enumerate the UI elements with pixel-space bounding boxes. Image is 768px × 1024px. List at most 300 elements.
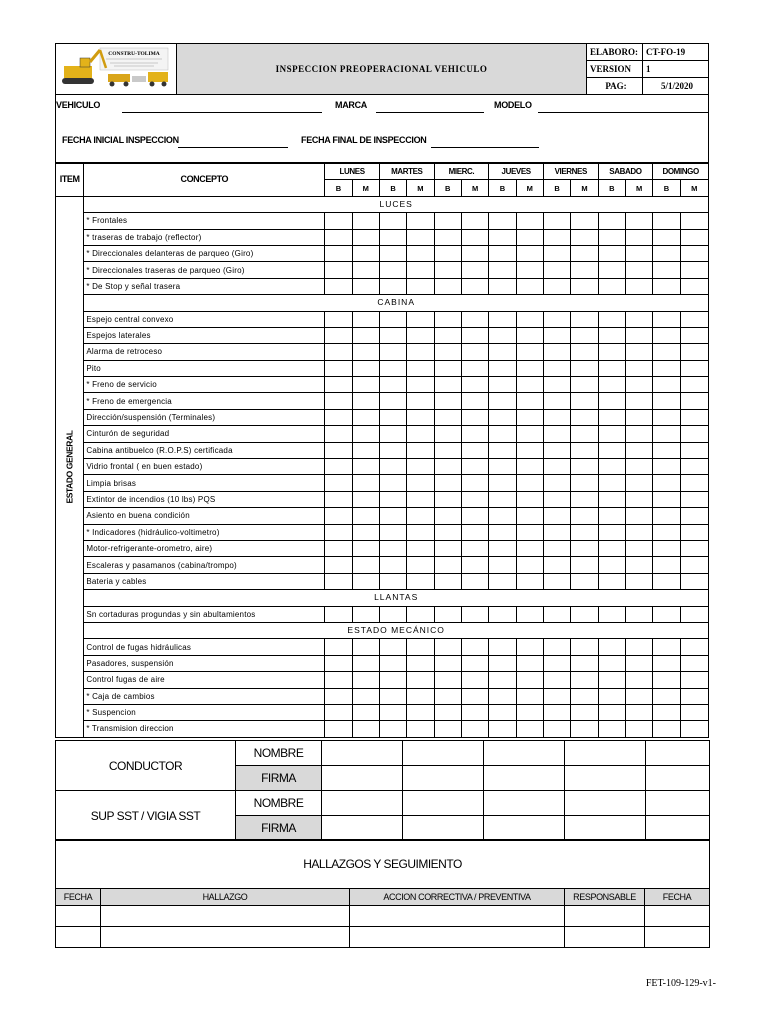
check-cell[interactable] <box>489 557 516 573</box>
check-cell[interactable] <box>379 606 406 622</box>
check-cell[interactable] <box>461 508 488 524</box>
findings-cell[interactable] <box>645 906 710 927</box>
supervisor-firma-cell[interactable] <box>646 816 710 841</box>
check-cell[interactable] <box>325 688 352 704</box>
check-cell[interactable] <box>461 606 488 622</box>
check-cell[interactable] <box>461 409 488 425</box>
check-cell[interactable] <box>434 475 461 491</box>
check-cell[interactable] <box>625 442 652 458</box>
check-cell[interactable] <box>543 540 570 556</box>
check-cell[interactable] <box>325 655 352 671</box>
findings-cell[interactable] <box>350 906 565 927</box>
check-cell[interactable] <box>516 229 543 245</box>
check-cell[interactable] <box>461 524 488 540</box>
check-cell[interactable] <box>325 508 352 524</box>
check-cell[interactable] <box>571 262 598 278</box>
check-cell[interactable] <box>407 540 434 556</box>
check-cell[interactable] <box>625 540 652 556</box>
check-cell[interactable] <box>434 508 461 524</box>
check-cell[interactable] <box>571 245 598 261</box>
check-cell[interactable] <box>543 606 570 622</box>
check-cell[interactable] <box>598 688 625 704</box>
check-cell[interactable] <box>571 524 598 540</box>
check-cell[interactable] <box>625 393 652 409</box>
check-cell[interactable] <box>680 393 708 409</box>
check-cell[interactable] <box>489 213 516 229</box>
check-cell[interactable] <box>434 229 461 245</box>
check-cell[interactable] <box>461 721 488 737</box>
check-cell[interactable] <box>407 409 434 425</box>
check-cell[interactable] <box>516 491 543 507</box>
check-cell[interactable] <box>516 311 543 327</box>
check-cell[interactable] <box>543 573 570 589</box>
supervisor-nombre-cell[interactable] <box>403 791 484 816</box>
check-cell[interactable] <box>489 672 516 688</box>
check-cell[interactable] <box>680 508 708 524</box>
check-cell[interactable] <box>653 278 680 294</box>
check-cell[interactable] <box>489 377 516 393</box>
check-cell[interactable] <box>434 377 461 393</box>
check-cell[interactable] <box>571 459 598 475</box>
check-cell[interactable] <box>352 639 379 655</box>
check-cell[interactable] <box>516 426 543 442</box>
check-cell[interactable] <box>598 639 625 655</box>
check-cell[interactable] <box>653 475 680 491</box>
check-cell[interactable] <box>461 262 488 278</box>
check-cell[interactable] <box>461 360 488 376</box>
check-cell[interactable] <box>489 639 516 655</box>
check-cell[interactable] <box>543 327 570 343</box>
check-cell[interactable] <box>461 229 488 245</box>
check-cell[interactable] <box>352 377 379 393</box>
check-cell[interactable] <box>352 229 379 245</box>
check-cell[interactable] <box>598 491 625 507</box>
check-cell[interactable] <box>489 409 516 425</box>
check-cell[interactable] <box>598 327 625 343</box>
check-cell[interactable] <box>461 311 488 327</box>
check-cell[interactable] <box>625 278 652 294</box>
findings-cell[interactable] <box>101 906 350 927</box>
check-cell[interactable] <box>680 639 708 655</box>
check-cell[interactable] <box>653 655 680 671</box>
check-cell[interactable] <box>489 475 516 491</box>
check-cell[interactable] <box>543 442 570 458</box>
check-cell[interactable] <box>653 606 680 622</box>
check-cell[interactable] <box>379 377 406 393</box>
check-cell[interactable] <box>434 344 461 360</box>
check-cell[interactable] <box>489 491 516 507</box>
check-cell[interactable] <box>680 327 708 343</box>
check-cell[interactable] <box>489 459 516 475</box>
check-cell[interactable] <box>379 672 406 688</box>
check-cell[interactable] <box>352 508 379 524</box>
check-cell[interactable] <box>489 606 516 622</box>
check-cell[interactable] <box>325 540 352 556</box>
check-cell[interactable] <box>543 508 570 524</box>
check-cell[interactable] <box>653 409 680 425</box>
findings-cell[interactable] <box>645 927 710 948</box>
check-cell[interactable] <box>434 409 461 425</box>
check-cell[interactable] <box>434 393 461 409</box>
check-cell[interactable] <box>489 442 516 458</box>
check-cell[interactable] <box>680 311 708 327</box>
check-cell[interactable] <box>571 557 598 573</box>
check-cell[interactable] <box>352 475 379 491</box>
check-cell[interactable] <box>325 327 352 343</box>
check-cell[interactable] <box>352 491 379 507</box>
check-cell[interactable] <box>407 213 434 229</box>
conductor-nombre-cell[interactable] <box>484 741 565 766</box>
check-cell[interactable] <box>571 704 598 720</box>
check-cell[interactable] <box>379 245 406 261</box>
check-cell[interactable] <box>680 524 708 540</box>
conductor-nombre-cell[interactable] <box>646 741 710 766</box>
check-cell[interactable] <box>653 360 680 376</box>
check-cell[interactable] <box>461 459 488 475</box>
supervisor-nombre-cell[interactable] <box>565 791 646 816</box>
check-cell[interactable] <box>461 688 488 704</box>
check-cell[interactable] <box>461 377 488 393</box>
check-cell[interactable] <box>434 540 461 556</box>
check-cell[interactable] <box>461 344 488 360</box>
check-cell[interactable] <box>325 721 352 737</box>
check-cell[interactable] <box>571 213 598 229</box>
check-cell[interactable] <box>434 360 461 376</box>
check-cell[interactable] <box>680 262 708 278</box>
check-cell[interactable] <box>489 426 516 442</box>
check-cell[interactable] <box>434 557 461 573</box>
check-cell[interactable] <box>434 327 461 343</box>
check-cell[interactable] <box>516 278 543 294</box>
check-cell[interactable] <box>407 655 434 671</box>
check-cell[interactable] <box>571 409 598 425</box>
check-cell[interactable] <box>625 245 652 261</box>
check-cell[interactable] <box>325 573 352 589</box>
check-cell[interactable] <box>461 573 488 589</box>
check-cell[interactable] <box>680 377 708 393</box>
check-cell[interactable] <box>571 639 598 655</box>
check-cell[interactable] <box>598 475 625 491</box>
check-cell[interactable] <box>598 278 625 294</box>
check-cell[interactable] <box>598 459 625 475</box>
check-cell[interactable] <box>352 721 379 737</box>
check-cell[interactable] <box>653 377 680 393</box>
check-cell[interactable] <box>379 393 406 409</box>
check-cell[interactable] <box>379 721 406 737</box>
check-cell[interactable] <box>325 311 352 327</box>
check-cell[interactable] <box>379 442 406 458</box>
check-cell[interactable] <box>407 360 434 376</box>
check-cell[interactable] <box>407 721 434 737</box>
check-cell[interactable] <box>407 229 434 245</box>
check-cell[interactable] <box>461 213 488 229</box>
check-cell[interactable] <box>598 606 625 622</box>
check-cell[interactable] <box>625 311 652 327</box>
check-cell[interactable] <box>407 442 434 458</box>
check-cell[interactable] <box>653 508 680 524</box>
check-cell[interactable] <box>325 524 352 540</box>
findings-cell[interactable] <box>56 906 101 927</box>
check-cell[interactable] <box>379 655 406 671</box>
conductor-firma-cell[interactable] <box>646 766 710 791</box>
check-cell[interactable] <box>653 442 680 458</box>
check-cell[interactable] <box>352 426 379 442</box>
check-cell[interactable] <box>352 573 379 589</box>
check-cell[interactable] <box>325 229 352 245</box>
check-cell[interactable] <box>325 475 352 491</box>
check-cell[interactable] <box>407 475 434 491</box>
check-cell[interactable] <box>625 655 652 671</box>
check-cell[interactable] <box>379 426 406 442</box>
check-cell[interactable] <box>625 327 652 343</box>
check-cell[interactable] <box>379 360 406 376</box>
check-cell[interactable] <box>434 524 461 540</box>
check-cell[interactable] <box>598 360 625 376</box>
check-cell[interactable] <box>434 639 461 655</box>
check-cell[interactable] <box>461 639 488 655</box>
check-cell[interactable] <box>352 311 379 327</box>
check-cell[interactable] <box>680 459 708 475</box>
check-cell[interactable] <box>379 278 406 294</box>
check-cell[interactable] <box>598 721 625 737</box>
check-cell[interactable] <box>407 639 434 655</box>
check-cell[interactable] <box>325 491 352 507</box>
check-cell[interactable] <box>379 229 406 245</box>
check-cell[interactable] <box>543 639 570 655</box>
conductor-firma-cell[interactable] <box>565 766 646 791</box>
check-cell[interactable] <box>434 672 461 688</box>
check-cell[interactable] <box>489 262 516 278</box>
check-cell[interactable] <box>571 475 598 491</box>
conductor-firma-cell[interactable] <box>403 766 484 791</box>
check-cell[interactable] <box>543 655 570 671</box>
check-cell[interactable] <box>680 540 708 556</box>
check-cell[interactable] <box>434 704 461 720</box>
check-cell[interactable] <box>325 442 352 458</box>
check-cell[interactable] <box>543 426 570 442</box>
check-cell[interactable] <box>352 557 379 573</box>
fecha-final-field[interactable] <box>431 147 539 148</box>
check-cell[interactable] <box>379 540 406 556</box>
findings-cell[interactable] <box>350 927 565 948</box>
check-cell[interactable] <box>625 573 652 589</box>
check-cell[interactable] <box>352 409 379 425</box>
conductor-nombre-cell[interactable] <box>322 741 403 766</box>
check-cell[interactable] <box>516 557 543 573</box>
check-cell[interactable] <box>625 606 652 622</box>
check-cell[interactable] <box>489 573 516 589</box>
check-cell[interactable] <box>489 344 516 360</box>
check-cell[interactable] <box>489 360 516 376</box>
check-cell[interactable] <box>516 377 543 393</box>
check-cell[interactable] <box>325 360 352 376</box>
check-cell[interactable] <box>543 262 570 278</box>
conductor-nombre-cell[interactable] <box>565 741 646 766</box>
check-cell[interactable] <box>653 688 680 704</box>
check-cell[interactable] <box>516 245 543 261</box>
check-cell[interactable] <box>407 573 434 589</box>
check-cell[interactable] <box>571 327 598 343</box>
check-cell[interactable] <box>625 377 652 393</box>
check-cell[interactable] <box>680 606 708 622</box>
check-cell[interactable] <box>516 442 543 458</box>
check-cell[interactable] <box>379 508 406 524</box>
check-cell[interactable] <box>325 426 352 442</box>
check-cell[interactable] <box>434 311 461 327</box>
check-cell[interactable] <box>571 344 598 360</box>
check-cell[interactable] <box>489 655 516 671</box>
check-cell[interactable] <box>653 213 680 229</box>
check-cell[interactable] <box>379 704 406 720</box>
check-cell[interactable] <box>571 426 598 442</box>
supervisor-firma-cell[interactable] <box>484 816 565 841</box>
check-cell[interactable] <box>680 721 708 737</box>
check-cell[interactable] <box>434 442 461 458</box>
check-cell[interactable] <box>516 573 543 589</box>
check-cell[interactable] <box>680 229 708 245</box>
check-cell[interactable] <box>352 262 379 278</box>
check-cell[interactable] <box>434 606 461 622</box>
check-cell[interactable] <box>680 360 708 376</box>
check-cell[interactable] <box>571 360 598 376</box>
check-cell[interactable] <box>625 704 652 720</box>
fecha-inicial-field[interactable] <box>178 147 288 148</box>
check-cell[interactable] <box>489 245 516 261</box>
check-cell[interactable] <box>407 245 434 261</box>
check-cell[interactable] <box>625 508 652 524</box>
check-cell[interactable] <box>653 704 680 720</box>
check-cell[interactable] <box>598 557 625 573</box>
check-cell[interactable] <box>598 426 625 442</box>
check-cell[interactable] <box>680 573 708 589</box>
check-cell[interactable] <box>516 704 543 720</box>
check-cell[interactable] <box>543 524 570 540</box>
check-cell[interactable] <box>434 688 461 704</box>
check-cell[interactable] <box>489 278 516 294</box>
check-cell[interactable] <box>625 459 652 475</box>
check-cell[interactable] <box>653 672 680 688</box>
check-cell[interactable] <box>325 557 352 573</box>
check-cell[interactable] <box>489 704 516 720</box>
check-cell[interactable] <box>543 688 570 704</box>
findings-cell[interactable] <box>56 927 101 948</box>
check-cell[interactable] <box>489 540 516 556</box>
check-cell[interactable] <box>352 393 379 409</box>
check-cell[interactable] <box>379 311 406 327</box>
check-cell[interactable] <box>543 393 570 409</box>
check-cell[interactable] <box>653 721 680 737</box>
check-cell[interactable] <box>461 393 488 409</box>
check-cell[interactable] <box>598 524 625 540</box>
check-cell[interactable] <box>680 344 708 360</box>
conductor-nombre-cell[interactable] <box>403 741 484 766</box>
check-cell[interactable] <box>680 245 708 261</box>
check-cell[interactable] <box>352 524 379 540</box>
check-cell[interactable] <box>543 360 570 376</box>
check-cell[interactable] <box>625 672 652 688</box>
check-cell[interactable] <box>489 229 516 245</box>
check-cell[interactable] <box>625 639 652 655</box>
check-cell[interactable] <box>571 508 598 524</box>
check-cell[interactable] <box>407 688 434 704</box>
check-cell[interactable] <box>543 213 570 229</box>
check-cell[interactable] <box>352 688 379 704</box>
check-cell[interactable] <box>407 278 434 294</box>
check-cell[interactable] <box>352 655 379 671</box>
check-cell[interactable] <box>325 672 352 688</box>
check-cell[interactable] <box>325 213 352 229</box>
check-cell[interactable] <box>352 704 379 720</box>
check-cell[interactable] <box>653 557 680 573</box>
check-cell[interactable] <box>516 688 543 704</box>
check-cell[interactable] <box>516 459 543 475</box>
check-cell[interactable] <box>352 540 379 556</box>
check-cell[interactable] <box>489 524 516 540</box>
marca-field[interactable] <box>376 112 484 113</box>
check-cell[interactable] <box>571 311 598 327</box>
check-cell[interactable] <box>680 704 708 720</box>
check-cell[interactable] <box>680 655 708 671</box>
check-cell[interactable] <box>680 475 708 491</box>
check-cell[interactable] <box>543 344 570 360</box>
check-cell[interactable] <box>516 213 543 229</box>
check-cell[interactable] <box>407 327 434 343</box>
check-cell[interactable] <box>352 360 379 376</box>
check-cell[interactable] <box>653 311 680 327</box>
check-cell[interactable] <box>598 229 625 245</box>
check-cell[interactable] <box>598 262 625 278</box>
check-cell[interactable] <box>352 213 379 229</box>
check-cell[interactable] <box>434 459 461 475</box>
check-cell[interactable] <box>571 540 598 556</box>
check-cell[interactable] <box>379 262 406 278</box>
check-cell[interactable] <box>516 540 543 556</box>
check-cell[interactable] <box>352 442 379 458</box>
check-cell[interactable] <box>571 606 598 622</box>
check-cell[interactable] <box>653 327 680 343</box>
findings-cell[interactable] <box>101 927 350 948</box>
check-cell[interactable] <box>598 573 625 589</box>
check-cell[interactable] <box>461 278 488 294</box>
supervisor-nombre-cell[interactable] <box>322 791 403 816</box>
check-cell[interactable] <box>571 377 598 393</box>
check-cell[interactable] <box>407 672 434 688</box>
check-cell[interactable] <box>352 606 379 622</box>
check-cell[interactable] <box>489 311 516 327</box>
check-cell[interactable] <box>598 393 625 409</box>
check-cell[interactable] <box>434 573 461 589</box>
check-cell[interactable] <box>434 426 461 442</box>
check-cell[interactable] <box>598 704 625 720</box>
check-cell[interactable] <box>325 262 352 278</box>
check-cell[interactable] <box>407 704 434 720</box>
check-cell[interactable] <box>625 262 652 278</box>
check-cell[interactable] <box>653 229 680 245</box>
check-cell[interactable] <box>598 245 625 261</box>
check-cell[interactable] <box>543 491 570 507</box>
check-cell[interactable] <box>489 327 516 343</box>
check-cell[interactable] <box>379 344 406 360</box>
check-cell[interactable] <box>325 639 352 655</box>
findings-cell[interactable] <box>565 927 645 948</box>
check-cell[interactable] <box>543 311 570 327</box>
check-cell[interactable] <box>625 344 652 360</box>
check-cell[interactable] <box>379 688 406 704</box>
check-cell[interactable] <box>653 426 680 442</box>
check-cell[interactable] <box>680 672 708 688</box>
check-cell[interactable] <box>625 688 652 704</box>
check-cell[interactable] <box>653 393 680 409</box>
